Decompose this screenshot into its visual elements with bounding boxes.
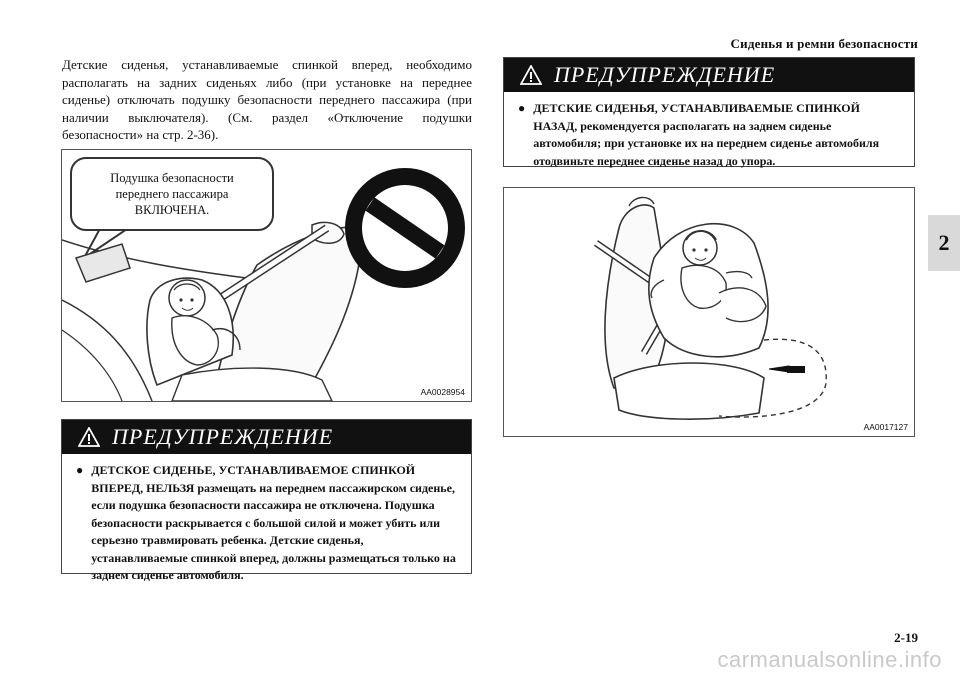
figure-code: AA0028954 [420,387,465,397]
page-number: 2-19 [894,630,918,645]
callout-line-3: ВКЛЮЧЕНА. [134,203,210,217]
warning-icon [78,427,100,447]
callout-line-2: переднего пассажира [115,187,229,201]
warning-icon [520,65,542,85]
warning-heading [504,58,914,92]
warning-heading-text: ПРЕДУПРЕЖДЕНИЕ [554,62,776,87]
warning-box-forward-facing [61,419,472,582]
callout-line-1: Подушка безопасности [110,171,234,185]
warning-heading [62,420,471,454]
warning-text: ДЕТСКОЕ СИДЕНЬЕ, УСТАНАВЛИВАЕМОЕ СПИНКОЙ ВПЕРЕД, НЕЛЬЗЯ размещать на переднем пассажирском сиденье, если подушка безопасности пассажира не отключена. Подушка безопасности раскрывается с большой силой и может убить или серьезно травмировать ребенка. Детские сиденья, устанавливаемые спинкой вперед, должны размещаться только на заднем сиденье автомобиля. [91,463,456,582]
bullet-icon: ● [518,101,526,115]
bullet-icon: ● [76,463,84,477]
figure-code: AA0017127 [863,422,908,432]
airbag-on-callout [70,157,274,231]
page-header-title: Сиденья и ремни безопасности [730,36,918,51]
warning-text: ДЕТСКИЕ СИДЕНЬЯ, УСТАНАВЛИВАЕМЫЕ СПИНКОЙ НАЗАД, рекомендуется располагать на заднем сиденье автомобиля; при установке их на переднем сиденье автомобиля отодвиньте переднее сиденье назад до упора. [533,101,880,168]
warning-body [504,92,914,178]
intro-paragraph: Детские сиденья, устанавливаемые спинкой вперед, необходимо располагать на задних сиденьях либо (при установке на переднее сиденье) отключать подушку безопасности переднего пассажира (при наличии выключателя). (См. раздел «Отключение подушки безопасности» на стр. 2-36). [62,57,472,142]
section-tab: 2 [928,215,960,271]
watermark: carmanualsonline.info [717,647,942,672]
rear-seat-illustration [504,188,914,436]
warning-body [62,454,471,593]
figure-rear-facing-seat [503,187,915,437]
figure-forward-facing-seat [61,149,472,402]
warning-box-rear-facing [503,57,915,167]
warning-heading-text: ПРЕДУПРЕЖДЕНИЕ [112,424,334,449]
